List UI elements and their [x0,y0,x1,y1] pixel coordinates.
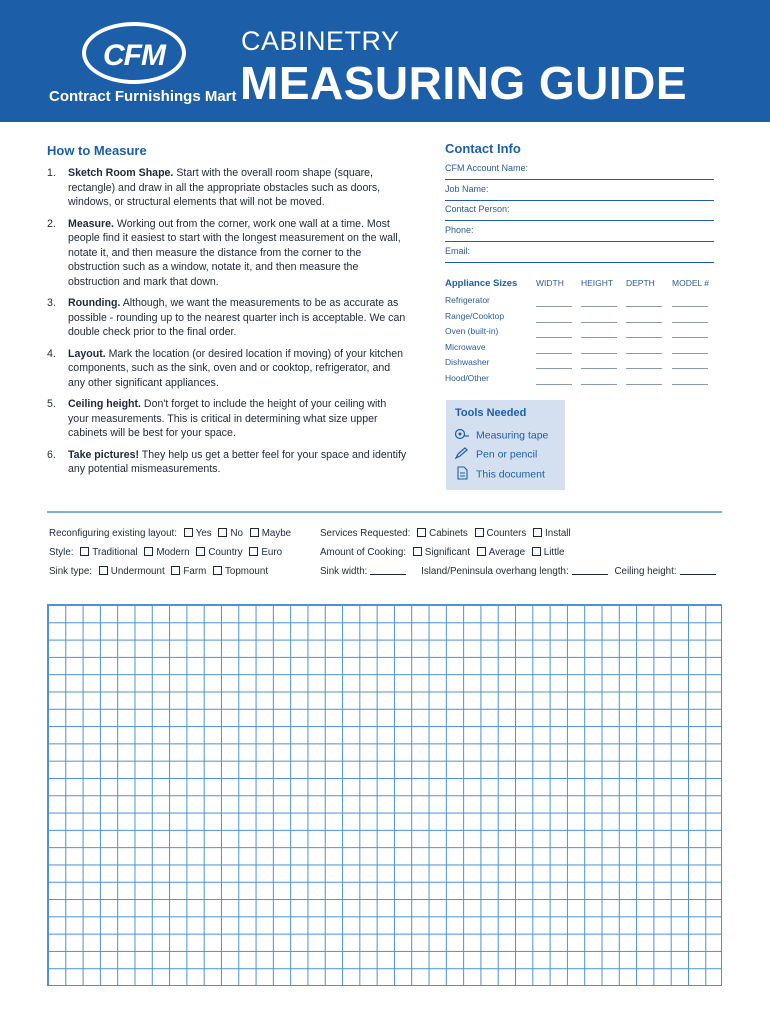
tools-title: Tools Needed [455,407,527,419]
ceiling-height-blank[interactable] [680,574,716,575]
col-depth: DEPTH [626,278,655,288]
size-blank[interactable] [626,352,662,354]
size-blank[interactable] [581,383,617,385]
contact-heading: Contact Info [445,141,521,156]
size-blank[interactable] [626,305,662,307]
size-blank[interactable] [536,352,572,354]
checkbox-no[interactable] [218,528,227,537]
size-blank[interactable] [626,383,662,385]
checkbox-maybe[interactable] [250,528,259,537]
size-blank[interactable] [672,383,708,385]
page-title: MEASURING GUIDE [240,57,688,109]
col-model: MODEL # [672,278,710,288]
measurements-row: Sink width: Island/Peninsula overhang length: Ceiling height: [320,566,716,577]
title-small: CABINETRY [241,26,400,56]
appliance-row-label: Dishwasher [445,357,490,367]
step-item: 1. Sketch Room Shape. Start with the overall room shape (square, rectangle) and draw in all the appropriate obstacles such as doors, windows, or structural elements that will not be moved. [47,167,381,208]
reconfig-row: Reconfiguring existing layout: Yes No Maybe [49,528,292,539]
tools-needed-box [446,400,565,490]
email-field[interactable]: Email: [445,243,714,263]
checkbox-farm[interactable] [171,566,180,575]
size-blank[interactable] [672,367,708,369]
appliance-row-label: Microwave [445,342,486,352]
size-blank[interactable] [626,367,662,369]
sink-type-row: Sink type: Undermount Farm Topmount [49,566,269,577]
pencil-icon [454,447,470,462]
cfm-logo [82,22,186,84]
how-to-heading: How to Measure [47,143,147,158]
appliance-row-label: Hood/Other [445,373,489,383]
appliance-row-label: Oven (built-in) [445,326,499,336]
size-blank[interactable] [536,336,572,338]
checkbox-undermount[interactable] [99,566,108,575]
col-height: HEIGHT [581,278,614,288]
checkbox-yes[interactable] [184,528,193,537]
company-name: Contract Furnishings Mart [49,88,237,105]
step-item: 3. Rounding. Although, we want the measurements to be as accurate as possible - rounding up to the nearest quarter inch is acceptable. We can double check prior to the final order. [47,297,406,338]
size-blank[interactable] [672,305,708,307]
appliance-row-label: Refrigerator [445,295,490,305]
appliance-sizes-title: Appliance Sizes [445,278,518,289]
checkbox-install[interactable] [533,528,542,537]
size-blank[interactable] [672,336,708,338]
size-blank[interactable] [672,352,708,354]
size-blank[interactable] [536,321,572,323]
checkbox-traditional[interactable] [80,547,89,556]
tool-item: This document [454,466,545,483]
col-width: WIDTH [536,278,564,288]
document-icon [454,466,470,483]
header-banner [0,0,770,122]
checkbox-topmount[interactable] [213,566,222,575]
services-row: Services Requested: Cabinets Counters Install [320,528,571,539]
size-blank[interactable] [536,383,572,385]
phone-field[interactable]: Phone: [445,222,714,242]
steps-list [47,166,407,484]
checkbox-significant[interactable] [413,547,422,556]
checkbox-average[interactable] [477,547,486,556]
size-blank[interactable] [581,336,617,338]
size-blank[interactable] [626,321,662,323]
size-blank[interactable] [581,305,617,307]
size-blank[interactable] [626,336,662,338]
step-item: 4. Layout. Mark the location (or desired location if moving) of your kitchen components, such as the sink, oven and or cooktop, refrigerator, and any other significant appliances. [47,347,404,389]
size-blank[interactable] [536,305,572,307]
checkbox-country[interactable] [196,547,205,556]
contact-person-field[interactable]: Contact Person: [445,201,714,221]
checkbox-cabinets[interactable] [417,528,426,537]
checkbox-counters[interactable] [475,528,484,537]
account-name-field[interactable]: CFM Account Name: [445,160,714,180]
step-item: 5. Ceiling height. Don't forget to include the height of your ceiling with your measurements. This is critical in determining what size upper cabinets will be best for your space. [47,398,387,439]
cooking-row: Amount of Cooking: Significant Average Little [320,547,565,558]
sink-width-blank[interactable] [370,574,406,575]
cfm-logo-icon [98,36,170,72]
size-blank[interactable] [581,367,617,369]
overhang-blank[interactable] [572,574,608,575]
step-item: 6. Take pictures! They help us get a better feel for your space and identify any potential mismeasurements. [47,448,407,475]
style-row: Style: Traditional Modern Country Euro [49,547,283,558]
sketch-grid[interactable] [47,604,722,986]
size-blank[interactable] [536,367,572,369]
section-divider [47,511,722,513]
appliance-row-label: Range/Cooktop [445,311,505,321]
checkbox-little[interactable] [532,547,541,556]
size-blank[interactable] [581,352,617,354]
size-blank[interactable] [581,321,617,323]
checkbox-modern[interactable] [144,547,153,556]
step-item: 2. Measure. Working out from the corner, work one wall at a time. Most people find it easiest to start with the longest measurement on the wall, notate it, and then measure the distance from the corner to the obstruction such as a window, notate it, and then measure the obstruction and mark that down. [47,217,401,288]
job-name-field[interactable]: Job Name: [445,181,714,201]
size-blank[interactable] [672,321,708,323]
checkbox-euro[interactable] [249,547,258,556]
tool-item: Pen or pencil [454,447,537,462]
measuring-tape-icon [454,428,470,443]
tool-item: Measuring tape [454,428,548,443]
svg-text:CFM: CFM [103,39,165,72]
